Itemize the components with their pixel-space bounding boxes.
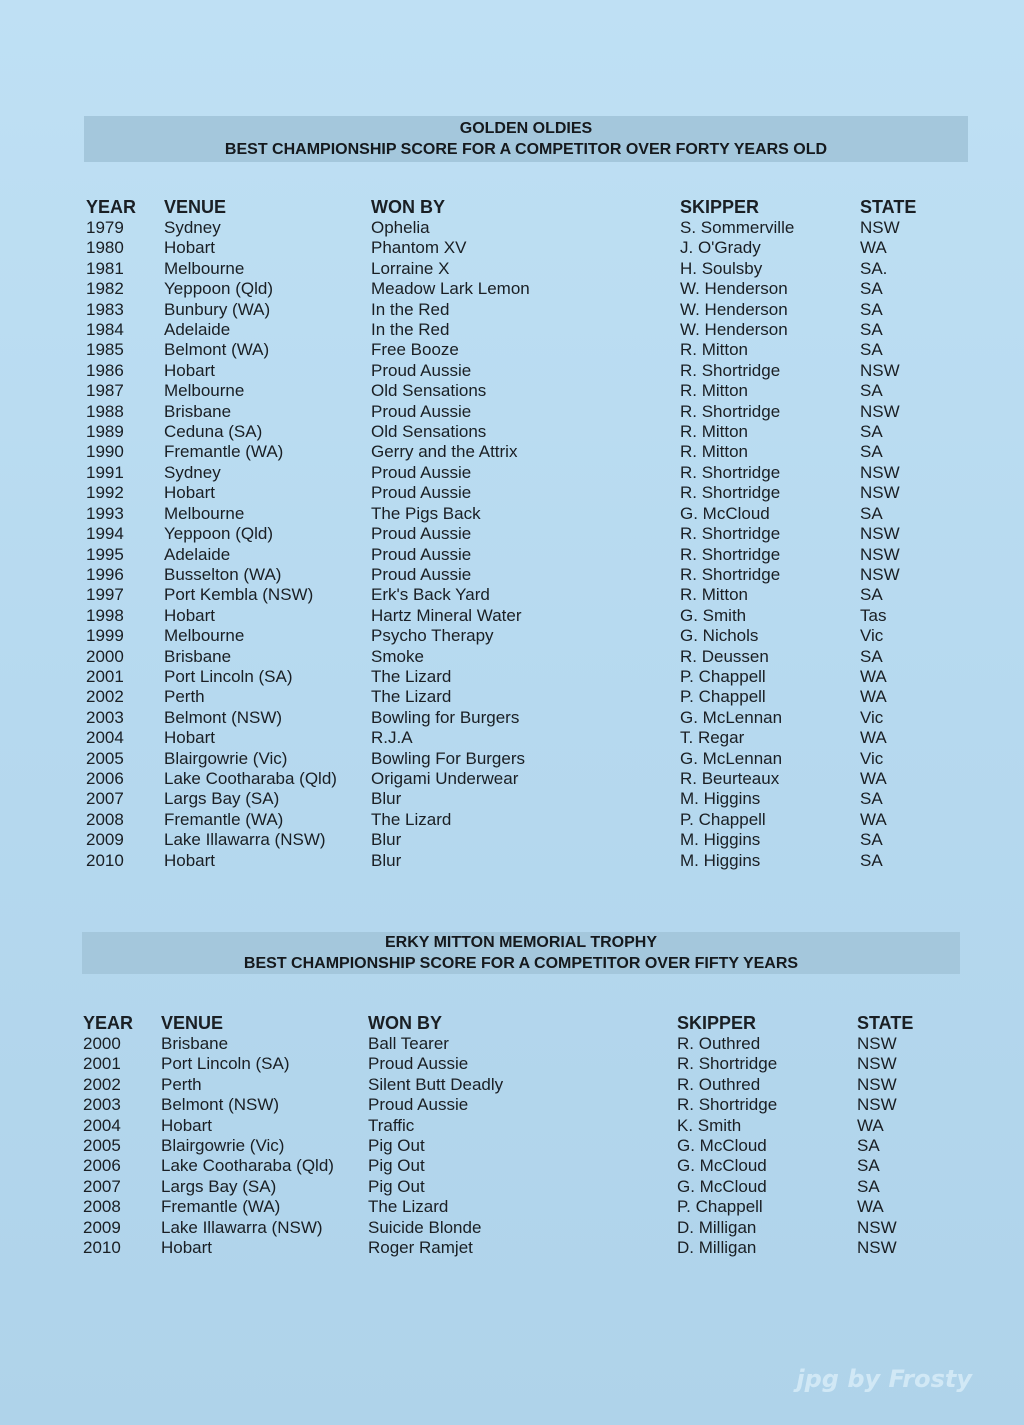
- cell-won-by: Ophelia: [371, 218, 430, 237]
- cell-year: 2000: [83, 1034, 121, 1053]
- cell-skipper: T. Regar: [680, 728, 745, 748]
- table-row: [83, 1218, 937, 1238]
- cell-won-by: Bowling for Burgers: [371, 707, 520, 727]
- table-row: [86, 626, 940, 646]
- cell-venue: Melbourne: [164, 381, 245, 401]
- cell-won-by: Lorraine X: [371, 258, 450, 278]
- header-state: STATE: [860, 197, 917, 217]
- cell-won-by: Meadow Lark Lemon: [371, 279, 530, 299]
- cell-state: NSW: [857, 1054, 897, 1074]
- cell-year: 2001: [83, 1054, 121, 1074]
- table-row: [86, 320, 940, 340]
- section-banner-golden-oldies: [84, 116, 968, 162]
- cell-skipper: R. Mitton: [680, 442, 749, 462]
- table-row: [86, 259, 940, 279]
- cell-state: SA: [860, 340, 883, 360]
- results-table-erky-mitton: [83, 1012, 937, 1258]
- cell-year: 2009: [83, 1217, 121, 1237]
- cell-venue: Belmont (NSW): [161, 1095, 280, 1115]
- section-title: GOLDEN OLDIES: [459, 120, 593, 137]
- cell-state: SA: [857, 1136, 880, 1156]
- cell-year: 1980: [86, 238, 124, 258]
- cell-skipper: R. Shortridge: [677, 1054, 778, 1074]
- cell-skipper: W. Henderson: [680, 299, 788, 319]
- cell-year: 2005: [83, 1136, 121, 1156]
- cell-venue: Melbourne: [164, 503, 245, 523]
- cell-venue: Hobart: [164, 360, 216, 380]
- table-row: [83, 1116, 937, 1136]
- cell-year: 2010: [83, 1238, 121, 1258]
- table-row: [86, 687, 940, 707]
- section-title: ERKY MITTON MEMORIAL TROPHY: [384, 934, 657, 951]
- cell-state: WA: [860, 666, 887, 686]
- table-row: [86, 708, 940, 728]
- cell-venue: Melbourne: [164, 626, 245, 646]
- cell-venue: Busselton (WA): [164, 564, 282, 584]
- cell-skipper: R. Shortridge: [680, 544, 781, 564]
- cell-venue: Hobart: [164, 483, 216, 503]
- table-body: [83, 1034, 937, 1258]
- cell-year: 1998: [86, 605, 124, 625]
- cell-won-by: Blur: [371, 850, 402, 870]
- cell-year: 2009: [86, 830, 124, 850]
- cell-venue: Port Kembla (NSW): [164, 585, 314, 605]
- cell-skipper: H. Soulsby: [680, 258, 763, 278]
- cell-state: WA: [860, 728, 887, 748]
- cell-state: SA: [857, 1156, 880, 1176]
- cell-skipper: G. McCloud: [677, 1176, 767, 1196]
- cell-state: SA: [860, 585, 883, 605]
- cell-won-by: Gerry and the Attrix: [371, 442, 518, 462]
- table-header-row: [83, 1012, 937, 1034]
- table-row: [86, 300, 940, 320]
- cell-state: NSW: [857, 1074, 897, 1094]
- cell-year: 2000: [86, 646, 124, 666]
- cell-state: SA.: [860, 258, 888, 278]
- cell-skipper: R. Deussen: [680, 646, 769, 666]
- cell-venue: Yeppoon (Qld): [164, 524, 274, 544]
- cell-skipper: P. Chappell: [680, 809, 766, 829]
- cell-state: NSW: [860, 544, 900, 564]
- cell-won-by: Proud Aussie: [371, 564, 472, 584]
- cell-state: NSW: [860, 483, 900, 503]
- cell-state: NSW: [857, 1217, 897, 1237]
- table-row: [86, 422, 940, 442]
- cell-year: 1982: [86, 279, 124, 299]
- header-won-by: WON BY: [368, 1013, 442, 1033]
- table-row: [83, 1197, 937, 1217]
- table-row: [86, 667, 940, 687]
- table-row: [86, 238, 940, 258]
- cell-state: NSW: [857, 1095, 897, 1115]
- cell-year: 2010: [86, 850, 124, 870]
- cell-won-by: Proud Aussie: [371, 360, 472, 380]
- cell-skipper: G. McCloud: [680, 503, 770, 523]
- cell-won-by: Old Sensations: [371, 381, 487, 401]
- cell-year: 2004: [86, 728, 124, 748]
- cell-state: SA: [860, 381, 883, 401]
- cell-won-by: Proud Aussie: [368, 1095, 469, 1115]
- cell-skipper: S. Sommerville: [680, 218, 795, 237]
- header-venue: VENUE: [164, 197, 227, 217]
- cell-venue: Lake Illawarra (NSW): [164, 830, 326, 850]
- cell-state: WA: [860, 809, 887, 829]
- header-skipper: SKIPPER: [680, 197, 760, 217]
- cell-venue: Lake Cootharaba (Qld): [164, 768, 337, 788]
- cell-skipper: G. Nichols: [680, 626, 759, 646]
- cell-won-by: Proud Aussie: [371, 524, 472, 544]
- cell-venue: Fremantle (WA): [164, 442, 284, 462]
- table-row: [83, 1136, 937, 1156]
- cell-venue: Belmont (NSW): [164, 707, 283, 727]
- cell-skipper: R. Mitton: [680, 585, 749, 605]
- cell-skipper: R. Mitton: [680, 340, 749, 360]
- cell-state: NSW: [860, 401, 900, 421]
- results-table-golden-oldies: [86, 196, 940, 871]
- cell-state: WA: [857, 1197, 884, 1217]
- table-row: [86, 381, 940, 401]
- cell-state: SA: [860, 422, 883, 442]
- table-row: [86, 545, 940, 565]
- cell-year: 2007: [86, 789, 124, 809]
- cell-won-by: Roger Ramjet: [368, 1238, 473, 1258]
- cell-skipper: G. McLennan: [680, 707, 783, 727]
- cell-venue: Fremantle (WA): [164, 809, 284, 829]
- cell-won-by: Blur: [371, 830, 402, 850]
- cell-year: 1984: [86, 320, 124, 340]
- cell-year: 2006: [83, 1156, 121, 1176]
- cell-year: 2008: [83, 1197, 121, 1217]
- cell-skipper: G. McLennan: [680, 748, 783, 768]
- cell-year: 1986: [86, 360, 124, 380]
- cell-year: 1989: [86, 422, 124, 442]
- section-subtitle: BEST CHAMPIONSHIP SCORE FOR A COMPETITOR OVER FIFTY YEARS: [243, 955, 799, 972]
- cell-state: Tas: [860, 605, 887, 625]
- cell-won-by: Ball Tearer: [368, 1034, 449, 1053]
- watermark: jpg by Frosty: [796, 1365, 972, 1393]
- table-row: [83, 1095, 937, 1115]
- cell-won-by: R.J.A: [371, 728, 413, 748]
- table-row: [83, 1075, 937, 1095]
- cell-venue: Fremantle (WA): [161, 1197, 281, 1217]
- cell-venue: Melbourne: [164, 258, 245, 278]
- cell-state: WA: [860, 238, 887, 258]
- cell-venue: Hobart: [164, 238, 216, 258]
- cell-won-by: Suicide Blonde: [368, 1217, 482, 1237]
- cell-state: SA: [860, 789, 883, 809]
- cell-won-by: In the Red: [371, 320, 450, 340]
- cell-year: 2002: [83, 1074, 121, 1094]
- cell-year: 1990: [86, 442, 124, 462]
- header-state: STATE: [857, 1013, 914, 1033]
- cell-year: 2003: [86, 707, 124, 727]
- cell-skipper: K. Smith: [677, 1115, 742, 1135]
- cell-venue: Hobart: [164, 728, 216, 748]
- cell-state: WA: [860, 687, 887, 707]
- cell-venue: Brisbane: [161, 1034, 229, 1053]
- cell-year: 1993: [86, 503, 124, 523]
- cell-year: 2003: [83, 1095, 121, 1115]
- table-row: [86, 340, 940, 360]
- table-row: [86, 585, 940, 605]
- cell-year: 1988: [86, 401, 124, 421]
- cell-venue: Port Lincoln (SA): [161, 1054, 290, 1074]
- cell-won-by: Blur: [371, 789, 402, 809]
- cell-won-by: Old Sensations: [371, 422, 487, 442]
- cell-venue: Largs Bay (SA): [161, 1176, 277, 1196]
- cell-state: NSW: [860, 218, 900, 237]
- cell-won-by: Proud Aussie: [371, 483, 472, 503]
- cell-venue: Sydney: [164, 462, 221, 482]
- cell-venue: Belmont (WA): [164, 340, 270, 360]
- cell-won-by: Phantom XV: [371, 238, 467, 258]
- cell-state: NSW: [860, 462, 900, 482]
- cell-won-by: Proud Aussie: [368, 1054, 469, 1074]
- cell-skipper: D. Milligan: [677, 1217, 757, 1237]
- cell-state: NSW: [860, 564, 900, 584]
- cell-state: SA: [860, 646, 883, 666]
- cell-won-by: The Lizard: [371, 666, 452, 686]
- header-won-by: WON BY: [371, 197, 445, 217]
- cell-skipper: R. Shortridge: [677, 1095, 778, 1115]
- cell-state: WA: [860, 768, 887, 788]
- cell-won-by: Pig Out: [368, 1156, 425, 1176]
- cell-won-by: Proud Aussie: [371, 462, 472, 482]
- cell-year: 1981: [86, 258, 124, 278]
- cell-venue: Port Lincoln (SA): [164, 666, 293, 686]
- cell-venue: Perth: [161, 1074, 202, 1094]
- cell-venue: Hobart: [161, 1238, 213, 1258]
- table-row: [83, 1156, 937, 1176]
- cell-won-by: Proud Aussie: [371, 544, 472, 564]
- cell-won-by: Erk's Back Yard: [371, 585, 490, 605]
- header-venue: VENUE: [161, 1013, 224, 1033]
- cell-skipper: R. Beurteaux: [680, 768, 780, 788]
- cell-won-by: Traffic: [368, 1115, 415, 1135]
- cell-year: 2004: [83, 1115, 121, 1135]
- section-subtitle: BEST CHAMPIONSHIP SCORE FOR A COMPETITOR OVER FORTY YEARS OLD: [224, 141, 828, 158]
- cell-venue: Hobart: [164, 605, 216, 625]
- cell-state: NSW: [857, 1034, 897, 1053]
- cell-won-by: Proud Aussie: [371, 401, 472, 421]
- table-row: [86, 565, 940, 585]
- cell-state: SA: [860, 299, 883, 319]
- table-row: [86, 749, 940, 769]
- cell-won-by: Psycho Therapy: [371, 626, 494, 646]
- cell-state: SA: [860, 850, 883, 870]
- cell-year: 1992: [86, 483, 124, 503]
- table-row: [86, 442, 940, 462]
- cell-won-by: In the Red: [371, 299, 450, 319]
- cell-year: 1997: [86, 585, 124, 605]
- cell-won-by: Free Booze: [371, 340, 459, 360]
- cell-year: 1991: [86, 462, 124, 482]
- table-row: [86, 606, 940, 626]
- cell-year: 2002: [86, 687, 124, 707]
- cell-state: WA: [857, 1115, 884, 1135]
- table-row: [83, 1034, 937, 1054]
- cell-skipper: R. Shortridge: [680, 524, 781, 544]
- cell-state: Vic: [860, 626, 884, 646]
- cell-skipper: G. McCloud: [677, 1156, 767, 1176]
- cell-venue: Blairgowrie (Vic): [161, 1136, 285, 1156]
- cell-year: 1999: [86, 626, 124, 646]
- cell-venue: Ceduna (SA): [164, 422, 263, 442]
- table-row: [86, 728, 940, 748]
- table-row: [86, 483, 940, 503]
- header-year: YEAR: [83, 1013, 134, 1033]
- table-row: [86, 279, 940, 299]
- cell-venue: Bunbury (WA): [164, 299, 271, 319]
- table-row: [86, 851, 940, 871]
- cell-skipper: R. Shortridge: [680, 462, 781, 482]
- cell-skipper: R. Mitton: [680, 381, 749, 401]
- cell-venue: Brisbane: [164, 646, 232, 666]
- cell-year: 1985: [86, 340, 124, 360]
- cell-year: 1996: [86, 564, 124, 584]
- cell-skipper: R. Outhred: [677, 1034, 761, 1053]
- cell-skipper: R. Outhred: [677, 1074, 761, 1094]
- cell-year: 1995: [86, 544, 124, 564]
- cell-venue: Largs Bay (SA): [164, 789, 280, 809]
- table-body: [86, 218, 940, 871]
- cell-skipper: G. Smith: [680, 605, 747, 625]
- cell-venue: Perth: [164, 687, 205, 707]
- cell-venue: Sydney: [164, 218, 221, 237]
- cell-year: 2008: [86, 809, 124, 829]
- cell-skipper: W. Henderson: [680, 320, 788, 340]
- table-row: [86, 830, 940, 850]
- cell-venue: Hobart: [161, 1115, 213, 1135]
- cell-skipper: P. Chappell: [680, 687, 766, 707]
- cell-skipper: R. Shortridge: [680, 564, 781, 584]
- cell-venue: Brisbane: [164, 401, 232, 421]
- table-row: [83, 1054, 937, 1074]
- cell-year: 2001: [86, 666, 124, 686]
- cell-skipper: R. Shortridge: [680, 401, 781, 421]
- cell-year: 2007: [83, 1176, 121, 1196]
- cell-skipper: G. McCloud: [677, 1136, 767, 1156]
- cell-won-by: The Pigs Back: [371, 503, 481, 523]
- cell-state: Vic: [860, 748, 884, 768]
- table-row: [83, 1177, 937, 1197]
- table-row: [83, 1238, 937, 1258]
- table-row: [86, 504, 940, 524]
- cell-venue: Adelaide: [164, 320, 231, 340]
- cell-skipper: M. Higgins: [680, 789, 761, 809]
- table-row: [86, 769, 940, 789]
- cell-skipper: P. Chappell: [677, 1197, 763, 1217]
- table-row: [86, 361, 940, 381]
- table-row: [86, 647, 940, 667]
- cell-skipper: R. Shortridge: [680, 360, 781, 380]
- cell-skipper: W. Henderson: [680, 279, 788, 299]
- cell-venue: Yeppoon (Qld): [164, 279, 274, 299]
- cell-won-by: Smoke: [371, 646, 424, 666]
- cell-state: SA: [860, 830, 883, 850]
- cell-venue: Lake Illawarra (NSW): [161, 1217, 323, 1237]
- cell-year: 2006: [86, 768, 124, 788]
- cell-year: 1979: [86, 218, 124, 237]
- cell-venue: Blairgowrie (Vic): [164, 748, 288, 768]
- cell-year: 2005: [86, 748, 124, 768]
- table-header-row: [86, 196, 940, 218]
- cell-won-by: Bowling For Burgers: [371, 748, 526, 768]
- table-row: [86, 524, 940, 544]
- header-skipper: SKIPPER: [677, 1013, 757, 1033]
- cell-won-by: Pig Out: [368, 1136, 425, 1156]
- cell-venue: Adelaide: [164, 544, 231, 564]
- cell-skipper: P. Chappell: [680, 666, 766, 686]
- cell-skipper: M. Higgins: [680, 830, 761, 850]
- cell-skipper: R. Shortridge: [680, 483, 781, 503]
- header-year: YEAR: [86, 197, 137, 217]
- section-banner-erky-mitton: [82, 932, 960, 974]
- cell-won-by: Origami Underwear: [371, 768, 519, 788]
- cell-skipper: R. Mitton: [680, 422, 749, 442]
- table-row: [86, 789, 940, 809]
- table-row: [86, 218, 940, 238]
- cell-won-by: Hartz Mineral Water: [371, 605, 522, 625]
- cell-venue: Lake Cootharaba (Qld): [161, 1156, 334, 1176]
- cell-state: Vic: [860, 707, 884, 727]
- cell-won-by: Silent Butt Deadly: [368, 1074, 504, 1094]
- cell-won-by: Pig Out: [368, 1176, 425, 1196]
- cell-year: 1987: [86, 381, 124, 401]
- table-row: [86, 463, 940, 483]
- cell-state: SA: [860, 503, 883, 523]
- cell-state: SA: [860, 279, 883, 299]
- cell-won-by: The Lizard: [371, 809, 452, 829]
- cell-year: 1983: [86, 299, 124, 319]
- cell-state: NSW: [857, 1238, 897, 1258]
- cell-state: NSW: [860, 524, 900, 544]
- cell-state: SA: [860, 442, 883, 462]
- table-row: [86, 810, 940, 830]
- cell-skipper: D. Milligan: [677, 1238, 757, 1258]
- cell-venue: Hobart: [164, 850, 216, 870]
- table-row: [86, 402, 940, 422]
- cell-year: 1994: [86, 524, 124, 544]
- cell-state: SA: [857, 1176, 880, 1196]
- cell-skipper: J. O'Grady: [680, 238, 761, 258]
- cell-won-by: The Lizard: [368, 1197, 449, 1217]
- cell-state: SA: [860, 320, 883, 340]
- cell-skipper: M. Higgins: [680, 850, 761, 870]
- cell-won-by: The Lizard: [371, 687, 452, 707]
- cell-state: NSW: [860, 360, 900, 380]
